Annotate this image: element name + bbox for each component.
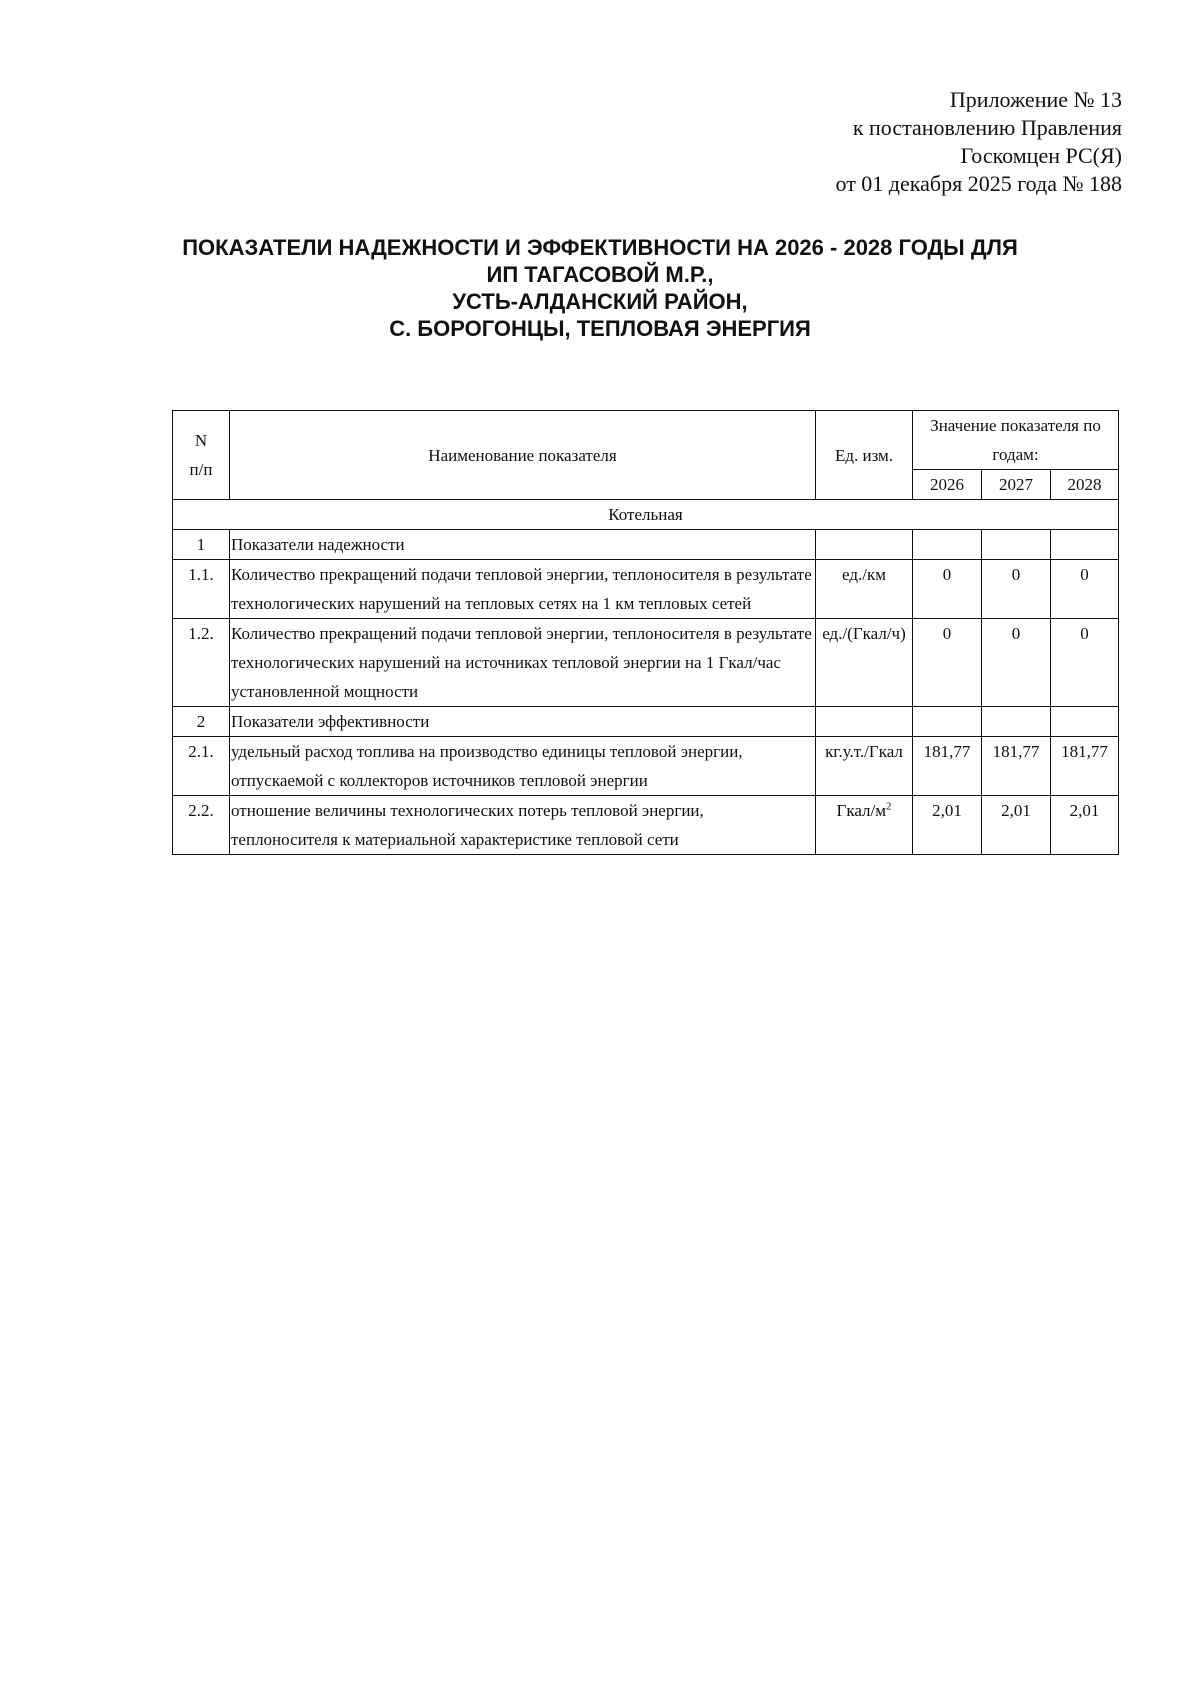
row-unit-superscript: 2	[886, 800, 892, 813]
header-values-group: Значение показателя по годам:	[913, 411, 1119, 470]
row-value-2027: 0	[982, 619, 1051, 707]
header-unit: Ед. изм.	[816, 411, 913, 500]
row-value-2028	[1051, 707, 1119, 737]
row-name: отношение величины технологических потерь тепловой энергии, теплоносителя к материальной характеристике тепловой сети	[230, 796, 816, 855]
section-boiler-house: Котельная	[173, 500, 1119, 530]
document-title	[150, 234, 1050, 342]
table-row	[173, 530, 1119, 560]
row-value-2028: 2,01	[1051, 796, 1119, 855]
row-unit	[816, 619, 913, 707]
row-unit-text: ед./(Гкал/ч)	[822, 624, 906, 643]
table-row	[173, 707, 1119, 737]
row-value-2026: 2,01	[913, 796, 982, 855]
table-row	[173, 619, 1119, 707]
indicators-table	[172, 410, 1119, 855]
row-value-2028: 0	[1051, 619, 1119, 707]
appendix-block	[835, 86, 1122, 198]
appendix-number: Приложение № 13	[949, 87, 1122, 112]
row-value-2026	[913, 530, 982, 560]
table-row	[173, 560, 1119, 619]
row-value-2027	[982, 707, 1051, 737]
row-unit	[816, 560, 913, 619]
section-row	[173, 500, 1119, 530]
row-unit	[816, 707, 913, 737]
row-unit-text: ед./км	[842, 565, 886, 584]
row-unit-text: Гкал/м	[836, 801, 886, 820]
row-unit	[816, 737, 913, 796]
appendix-authority: Госкомцен РС(Я)	[960, 143, 1122, 168]
row-value-2028	[1051, 530, 1119, 560]
row-value-2026	[913, 707, 982, 737]
row-number: 2.2.	[173, 796, 230, 855]
row-value-2027: 181,77	[982, 737, 1051, 796]
header-number-line-1: N	[194, 431, 208, 450]
table-row	[173, 796, 1119, 855]
appendix-resolution-ref: к постановлению Правления	[852, 115, 1122, 140]
header-year-2026: 2026	[913, 470, 982, 500]
table-header	[173, 411, 1119, 500]
row-number: 1.2.	[173, 619, 230, 707]
row-number: 2.1.	[173, 737, 230, 796]
row-value-2028: 0	[1051, 560, 1119, 619]
appendix-date: от 01 декабря 2025 года № 188	[835, 171, 1122, 196]
row-number: 1	[173, 530, 230, 560]
header-number-line-2: п/п	[189, 460, 213, 479]
header-year-2028: 2028	[1051, 470, 1119, 500]
header-number	[173, 411, 230, 500]
row-value-2027: 2,01	[982, 796, 1051, 855]
header-year-2027: 2027	[982, 470, 1051, 500]
title-line-2: ИП ТАГАСОВОЙ М.Р.,	[486, 262, 714, 287]
row-value-2026: 0	[913, 560, 982, 619]
row-name: Количество прекращений подачи тепловой энергии, теплоносителя в результате технологических нарушений на источниках тепловой энергии на 1 Гкал/час установленной мощности	[230, 619, 816, 707]
title-line-1: ПОКАЗАТЕЛИ НАДЕЖНОСТИ И ЭФФЕКТИВНОСТИ НА 2026 - 2028 ГОДЫ ДЛЯ	[182, 235, 1018, 260]
row-unit-text: кг.у.т./Гкал	[825, 742, 903, 761]
row-name: Показатели надежности	[230, 530, 816, 560]
row-unit	[816, 796, 913, 855]
table-row	[173, 737, 1119, 796]
row-name: Количество прекращений подачи тепловой энергии, теплоносителя в результате технологических нарушений на тепловых сетях на 1 км тепловых сетей	[230, 560, 816, 619]
row-value-2027: 0	[982, 560, 1051, 619]
table-body	[173, 500, 1119, 855]
row-value-2027	[982, 530, 1051, 560]
row-name: удельный расход топлива на производство единицы тепловой энергии, отпускаемой с коллекторов источников тепловой энергии	[230, 737, 816, 796]
row-number: 1.1.	[173, 560, 230, 619]
row-unit	[816, 530, 913, 560]
row-value-2026: 0	[913, 619, 982, 707]
row-value-2028: 181,77	[1051, 737, 1119, 796]
title-line-3: УСТЬ-АЛДАНСКИЙ РАЙОН,	[452, 289, 748, 314]
row-value-2026: 181,77	[913, 737, 982, 796]
row-number: 2	[173, 707, 230, 737]
row-name: Показатели эффективности	[230, 707, 816, 737]
title-line-4: С. БОРОГОНЦЫ, ТЕПЛОВАЯ ЭНЕРГИЯ	[389, 316, 811, 341]
header-name: Наименование показателя	[230, 411, 816, 500]
